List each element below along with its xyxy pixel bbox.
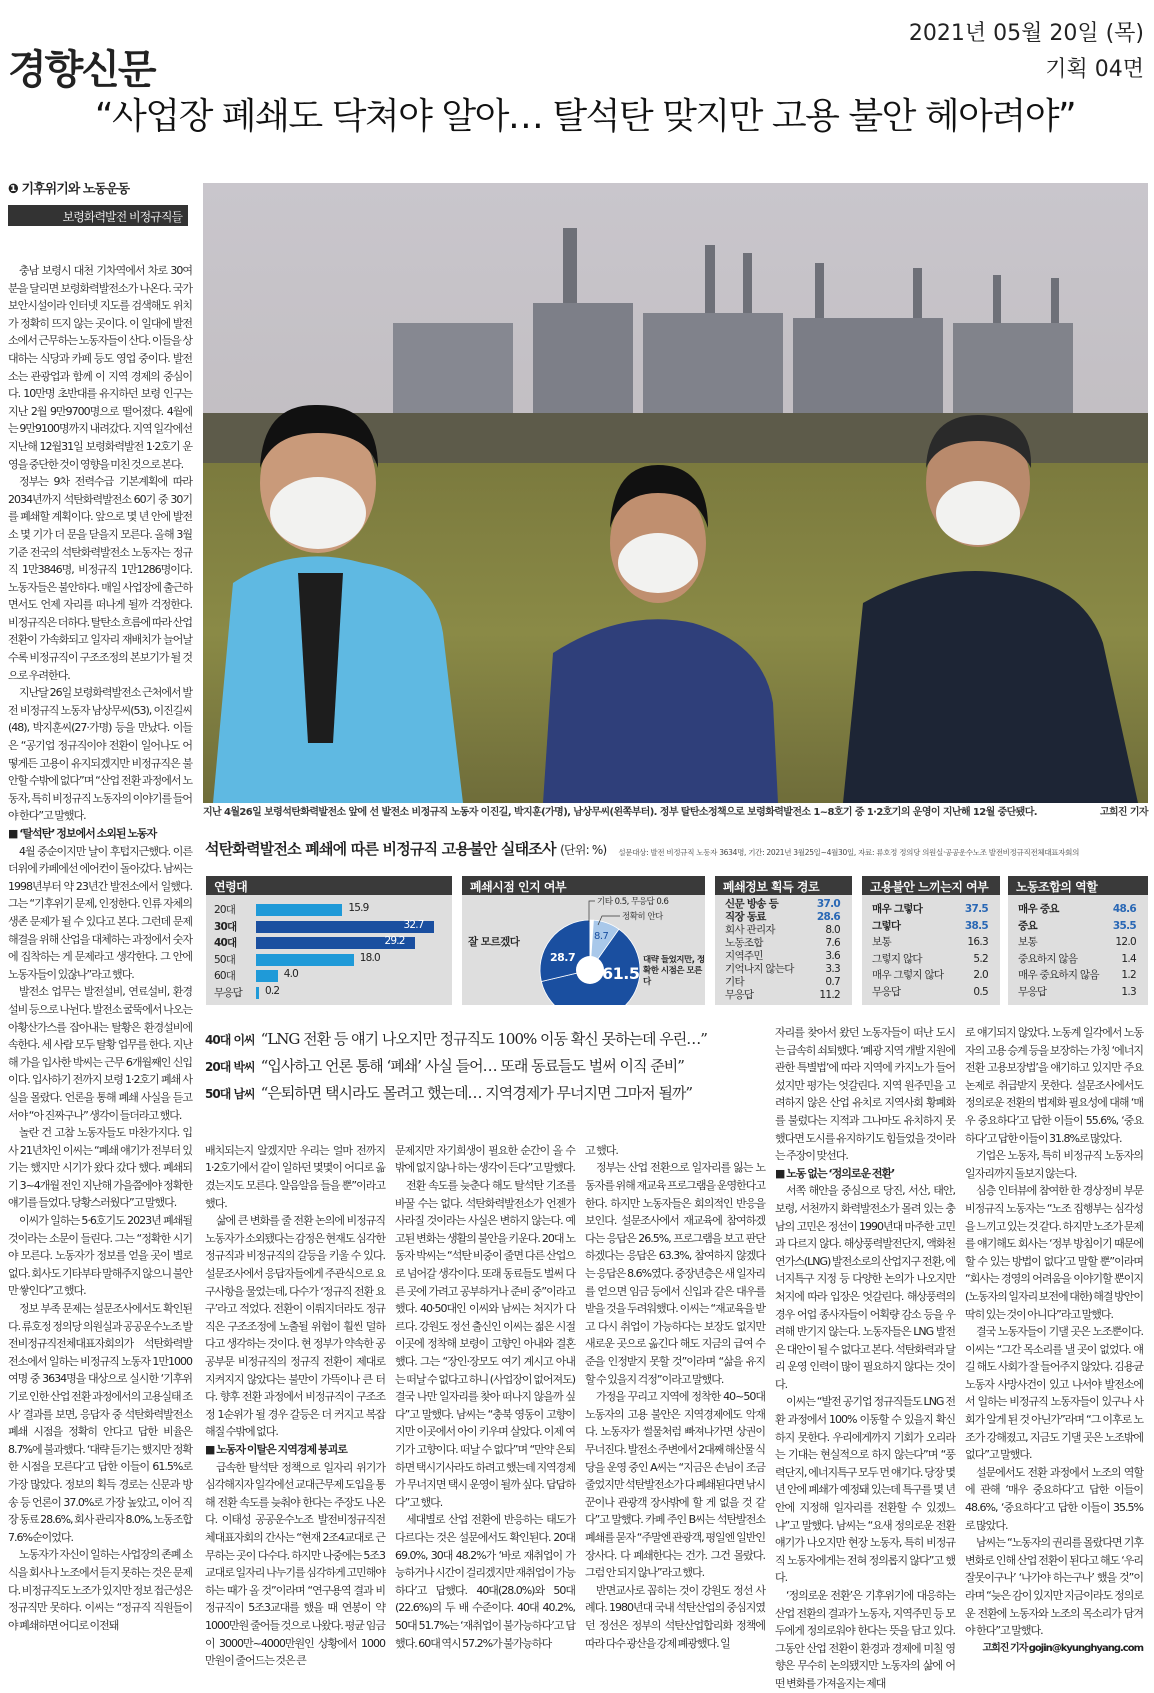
table-row <box>725 989 844 1002</box>
row-value: 2.0 <box>973 969 988 981</box>
paragraph: 이씨는 “발전 공기업 정규직들도 LNG 전환 과정에서 100% 이동할 수 있을지 확신하지 못한다. 우리에게까지 기회가 오리라는 기대는 현실적으로 하지 않는다”며 “풍력단지, 에너지특구 모두 먼 얘기다. 당장 몇 년 안에 폐쇄가 예정돼 있는데 특구를 몇 년 안에 지정해 일자리를 전환할 수 있겠느냐”고 말했다. 남씨는 “요새 정의로운 전환 얘기가 나오지만 현장 노동자, 특히 비정규직 노동자에게는 전혀 정의롭지 않다”고 했다. <box>775 1395 955 1585</box>
paragraph: 반면교사로 꼽히는 것이 강원도 정선 사례다. 1980년대 국내 석탄산업의 중심지였던 정선은 정부의 석탄산업합리화 정책에 따라 다수 광산을 강제 폐광했다. 일 <box>585 1583 765 1650</box>
caption-text: 지난 4월26일 보령석탄화력발전소 앞에 선 발전소 비정규직 노동자 이진길, 박지훈(가명), 남상무씨(왼쪽부터). 정부 탈탄소정책으로 보령화력발전소 1~8호기 중 1·2호기의 운영이 지난해 12월 중단됐다. <box>203 807 1038 818</box>
paragraph: 자리를 찾아서 왔던 노동자들이 떠난 도시는 급속히 쇠퇴했다. ‘폐광 지역 개발 지원에 관한 특별법’에 따라 지역에 카지노가 들어섰지만 평가는 엇갈린다. 지역 원주민을 고려하지 않은 산업 유치로 지역사회 황폐화를 불렀다는 지적과 그나마도 유치하지 못했다면 도시를 유지하기도 힘들었을 것이라는 주장이 맞선다. <box>775 1026 955 1163</box>
bar-value-label: 15.9 <box>348 902 369 914</box>
row-value: 38.5 <box>964 919 988 932</box>
article-column-5 <box>775 1024 955 1693</box>
table-row <box>1018 934 1140 951</box>
bar-value-label: 0.2 <box>265 984 280 997</box>
row-label: 보통 <box>872 936 891 948</box>
row-label: 그렇지 않다 <box>872 952 922 965</box>
info-route-table <box>725 898 844 1002</box>
union-role-table <box>1018 901 1140 1000</box>
paragraph: 정부는 9차 전력수급 기본계획에 따라 2034년까지 석탄화력발전소 60기 중 30기를 폐쇄할 계획이다. 앞으로 몇 년 안에 발전소 몇 기가 더 문을 닫을지 모른다. 올해 3월 기준 전국의 석탄화력발전소 노동자는 정규직 1만3846명, 비정규직 1만1286명이다. 노동자들은 불안하다. 매일 사업장에 출근하면서도 언제 자리를 떠나게 될까 걱정한다. 비정규직은 더하다. 탈탄소 흐름에 따라 산업 전환이 가속화되고 일자리 재배치가 늘어날수록 비정규직이 구조조정의 본보기가 될 것으로 우려한다. <box>8 475 192 682</box>
pull-quote <box>205 1084 765 1111</box>
row-value: 3.6 <box>825 950 840 962</box>
pull-quote <box>205 1057 765 1084</box>
panel-header: 폐쇄정보 획득 경로 <box>715 876 852 895</box>
row-label: 지역주민 <box>725 950 763 962</box>
bar-value-label: 32.7 <box>403 918 424 931</box>
article-column-3 <box>395 1142 575 1652</box>
row-value: 37.5 <box>964 903 988 915</box>
info-route-panel <box>715 876 852 1005</box>
article-column-4 <box>585 1142 765 1652</box>
table-row <box>872 984 992 1001</box>
row-value: 3.3 <box>825 963 840 975</box>
table-row <box>725 924 844 937</box>
row-label: 노동조합 <box>725 937 763 949</box>
lower-article-area <box>205 1024 1148 1693</box>
bar-category-label: 60대 <box>214 970 236 982</box>
row-value: 48.6 <box>1112 903 1136 915</box>
panel-header: 폐쇄시점 인지 여부 <box>462 876 705 895</box>
row-label: 무응답 <box>725 989 754 1001</box>
panel-header: 고용불안 느끼는지 여부 <box>862 876 1000 895</box>
job-anxiety-table <box>872 901 992 1000</box>
paragraph: 배치되는지 알겠지만 우리는 얼마 전까지 1·2호기에서 같이 일하던 몇몇이 어디로 옮겼는지도 모른다. 알음알음 들을 뿐”이라고 했다. <box>205 1143 385 1210</box>
infographic-title-text: 석탄화력발전소 폐쇄에 따른 비정규직 고용불안 실태조사 <box>205 840 556 858</box>
series-label: ❶ 기후위기와 노동운동 <box>8 182 130 197</box>
paragraph: 정보 부족 문제는 설문조사에서도 확인된다. 류호정 정의당 의원실과 공공운수노조 발전비정규직전체대표자회의가 석탄화력발전소에서 일하는 비정규직 노동자 1만1000여명 중 3634명을 대상으로 실시한 ‘기후위기로 인한 산업 전환 과정에서의 고용실태 조사’ 결과를 보면, 응답자 중 석탄화력발전소 폐쇄 시점을 정확히 안다고 답한 비율은 8.7%에 불과했다. ‘대략 듣기는 했지만 정확한 시점을 모른다’고 답한 이들이 61.5%로 가장 많았다. 정보의 획득 경로는 신문과 방송 등 언론이 37.0%로 가장 높았고, 이어 직장 동료 28.6%, 회사 관리자 8.0%, 노동조합 7.6%순이었다. <box>8 1302 192 1544</box>
table-row <box>1018 918 1140 935</box>
table-row <box>1018 951 1140 968</box>
table-row <box>725 937 844 950</box>
paragraph: 기업은 노동자, 특히 비정규직 노동자의 일자리까지 돌보지 않는다. <box>965 1149 1143 1180</box>
row-label: 매우 그렇다 <box>872 903 923 915</box>
row-label: 매우 그렇지 않다 <box>872 969 944 981</box>
bar-category-label: 무응답 <box>214 986 243 999</box>
paragraph: 정부는 산업 전환으로 일자리를 잃는 노동자를 위해 재교육 프로그램을 운영한다고 한다. 하지만 노동자들은 회의적인 반응을 보인다. 설문조사에서 재교육에 참여하겠다는 응답은 26.5%, 프로그램을 보고 판단하겠다는 응답은 63.3%, 참여하지 않겠다는 응답은 8.6%였다. 중장년층은 새 일자리를 얻으면 임금 등에서 신입과 같은 대우를 받을 것을 두려워했다. 이씨는 “재교육을 받고 다시 취업이 가능하다는 보장도 없지만 새로운 곳으로 옮긴다 해도 지금의 급여 수준을 인정받지 못할 것”이라며 “삶을 유지할 수 있을지 걱정”이라고 말했다. <box>585 1161 765 1386</box>
paragraph: 전환 속도를 늦춘다 해도 탈석탄 기조를 바꿀 수는 없다. 석탄화력발전소가 언젠가 사라질 것이라는 사실은 변하지 않는다. 예고된 변화는 생활의 불안을 키운다. 20대 노동자 박씨는 “석탄 비중이 줄면 다른 산업으로 넘어갈 생각이다. 또래 동료들도 벌써 다른 곳에 가려고 공부하거나 준비 중”이라고 했다. 40·50대인 이씨와 남씨는 처지가 다르다. 강원도 정선 출신인 이씨는 젊은 시절 이곳에 정착해 보령이 고향인 아내와 결혼했다. 그는 “장인·장모도 여기 계시고 아내는 떠날 수 없다고 하니 (사업장이 없어져도) 결국 나만 일자리를 찾아 떠나지 않을까 싶다”고 말했다. 남씨는 “충북 영동이 고향이지만 이곳에서 아이 키우며 살았다. 이제 여기가 고향이다. 떠날 수 없다”며 “만약 은퇴하면 택시기사라도 하려고 했는데 지역경제가 무너지면 택시 운영이 될까 싶다. 답답하다”고 했다. <box>395 1179 575 1509</box>
donut-legend-label: 정확히 안다 <box>622 912 663 922</box>
quote-speaker: 40대 이씨 <box>205 1033 255 1047</box>
row-value: 12.0 <box>1115 936 1136 948</box>
table-row <box>725 911 844 924</box>
bar <box>256 987 259 999</box>
power-plant-workers-photo <box>203 183 1148 803</box>
row-label: 직장 동료 <box>725 911 766 923</box>
quote-text: “LNG 전환 등 얘기 나오지만 정규직도 100% 이동 확신 못하는데 우린…” <box>260 1030 707 1048</box>
row-value: 7.6 <box>825 937 840 949</box>
row-value: 0.5 <box>973 985 988 998</box>
subheading: ■ ‘탈석탄’ 정보에서 소외된 노동자 <box>8 827 157 840</box>
bar-row <box>214 919 450 933</box>
row-label: 보통 <box>1018 936 1037 948</box>
age-panel <box>206 876 452 1005</box>
bar-row <box>214 952 450 966</box>
paragraph: 로 얘기되지 않았다. 노동계 일각에서 노동자의 고용 승계 등을 보장하는 가칭 ‘에너지 전환 고용보장법’을 얘기하고 있지만 주요 논제로 취급받지 못한다. 설문조사에서도 정의로운 전환의 법제화 필요성에 대해 ‘매우 중요하다’고 답한 이들이 55.6%, ‘중요하다’고 답한 이들이 31.8%로 많았다. <box>965 1026 1143 1145</box>
pull-quotes <box>205 1024 765 1119</box>
bar-category-label: 40대 <box>214 937 237 949</box>
bar-row <box>214 935 450 949</box>
row-label: 무응답 <box>872 985 901 998</box>
donut-legend-label: 잘 모르겠다 <box>468 936 520 948</box>
article-column-6 <box>965 1024 1143 1657</box>
table-row <box>872 934 992 951</box>
row-label: 기타 <box>725 976 744 988</box>
table-row <box>872 901 992 918</box>
infographic-unit: (단위: %) <box>560 843 607 857</box>
bar-value-label: 4.0 <box>283 968 299 980</box>
infographic-header <box>205 838 1148 859</box>
table-row <box>1018 901 1140 918</box>
table-row <box>1018 967 1140 984</box>
bar-row <box>214 968 450 982</box>
quote-text: “입사하고 언론 통해 ‘폐쇄’ 사실 들어… 또래 동료들도 벌써 이직 준비” <box>260 1057 684 1075</box>
quote-speaker: 50대 남씨 <box>205 1087 255 1101</box>
row-value: 35.5 <box>1112 919 1136 932</box>
union-role-panel <box>1008 876 1148 1005</box>
panel-header: 연령대 <box>206 876 452 895</box>
row-value: 16.3 <box>967 936 988 948</box>
paragraph: 충남 보령시 대천 기차역에서 차로 30여분을 달리면 보령화력발전소가 나온다. 국가보안시설이라 인터넷 지도를 검색해도 위치가 정확히 뜨지 않는 곳이다. 이 일대에 발전소에서 근무하는 노동자들이 산다. 이들을 상대하는 식당과 카페 등도 영업 중이다. 발전소는 관광업과 함께 이 지역 경제의 중심이다. 10만명 초반대를 유지하던 보령 인구는 지난 2월 9만9700명으로 떨어졌다. 4월에는 9만9100명까지 내려갔다. 지역 일각에선 지난해 12월31일 보령화력발전 1·2호기 운영을 중단한 것이 영향을 미친 것으로 본다. <box>8 264 192 471</box>
paragraph: 발전소 업무는 발전설비, 연료설비, 환경설비 등으로 나뉜다. 발전소 굴뚝에서 나오는 아황산가스를 잡아내는 탈황은 환경설비에 속한다. 세 사람 모두 탈황 업무를 한다. 지난해 가을 입사한 박씨는 근무 6개월째인 신입이다. 입사하기 전까지 보령 1·2호기 폐쇄 사실을 몰랐다. 언론을 통해 폐쇄 사실을 듣고서야 “아 진짜구나” 생각이 들더라고 했다. <box>8 985 192 1122</box>
paragraph: 설문에서도 전환 과정에서 노조의 역할에 관해 ‘매우 중요하다’고 답한 이들이 48.6%, ‘중요하다’고 답한 이들이 35.5%로 많았다. <box>965 1465 1143 1532</box>
row-value: 1.2 <box>1121 969 1136 981</box>
paragraph: 이씨가 일하는 5·6호기도 2023년 폐쇄될 것이라는 소문이 들린다. 그는 “정확한 시기야 모른다. 노동자가 정보를 얻을 곳이 별로 없다. 회사도 기타부타 말해주지 않으니 불안만 쌓인다”고 했다. <box>8 1214 192 1298</box>
row-label: 매우 중요하지 않음 <box>1018 969 1099 981</box>
infographic-title <box>205 838 606 859</box>
table-row <box>725 898 844 911</box>
closure-awareness-donut <box>462 895 705 1005</box>
paragraph: 심층 인터뷰에 참여한 한 경상정비 부문 비정규직 노동자는 “노조 집행부는 심각성을 느끼고 있는 것 같다. 하지만 노조가 문제를 얘기해도 회사는 ‘정부 방침이기 때문에 할 수 있는 방법이 없다’고 말할 뿐”이라며 “회사는 경영의 어려움을 이야기할 뿐이지 (노동자의 일자리 보전에 대한) 해결 방안이 딱히 있는 것이 아니다”라고 말했다. <box>965 1184 1143 1321</box>
paragraph: 4월 중순이지만 날이 후텁지근했다. 이른 더위에 카페에선 에어컨이 돌아갔다. 남씨는 1998년부터 약 23년간 발전소에서 일했다. 그는 “기후위기 문제, 인정한다. 인류 자체의 생존 문제가 될 수 있다고 본다. 그런데 문제 해결을 위해 산업을 대체하는 과정에서 숫자에 집착하는 게 문제라고 생각한다. 그 안에 노동자들이 있잖나”라고 했다. <box>8 844 192 981</box>
row-label: 중요 <box>1018 919 1037 932</box>
donut-hole <box>576 956 604 984</box>
paragraph: 급속한 탈석탄 정책으로 일자리 위기가 심각해지자 일각에선 교대근무제 도입을 통해 전환 속도를 늦춰야 한다는 주장도 나온다. 이태성 공공운수노조 발전비정규직전체대표자회의 간사는 “현재 2조4교대로 근무하는 곳이 다수다. 하지만 나중에는 5조3교대로 일자리 나누기를 심각하게 고민해야 하는 때가 올 것”이라며 “연구용역 결과 비정규직이 5조3교대를 했을 때 연봉이 약 1000만원 줄어들 것으로 나왔다. 평균 임금이 3000만~4000만원인 상황에서 1000만원이 줄어드는 것은 큰 <box>205 1460 385 1668</box>
donut-legend-label: 대략 들었지만, 정확한 시점은 모른다 <box>643 955 705 987</box>
row-label: 그렇다 <box>872 919 901 932</box>
page-section: 기획 04면 <box>1045 57 1144 82</box>
panel-header: 노동조합의 역할 <box>1008 876 1148 895</box>
table-row <box>872 951 992 968</box>
paragraph: 남씨는 “노동자의 권리를 몰랐다면 기후변화로 인해 산업 전환이 된다고 해도 ‘우리 잘못이구나’ ‘나가야 하는구나’ 했을 것”이라며 “늦은 감이 있지만 지금이라도 정의로운 전환에 노동자와 노조의 목소리가 담겨야 한다”고 말했다. <box>965 1536 1143 1638</box>
bar <box>256 904 342 916</box>
paragraph: 결국 노동자들이 기댈 곳은 노조뿐이다. 이씨는 “그간 목소리를 낼 곳이 없었다. 얘길 해도 사회가 잘 들어주지 않았다. 김용균 노동자 사망사건이 있고 나서야 발전소에서 일하는 비정규직 노동자들이 있구나 사회가 알게 된 것 아닌가”라며 “그 이후로 노조가 강해졌고, 지금도 기댈 곳은 노조밖에 없다”고 말했다. <box>965 1325 1143 1462</box>
bar-row <box>214 985 450 999</box>
bar-category-label: 30대 <box>214 920 237 933</box>
row-value: 37.0 <box>816 898 840 910</box>
bar-category-label: 20대 <box>214 904 236 916</box>
row-label: 회사 관리자 <box>725 924 775 936</box>
row-value: 5.2 <box>973 952 988 965</box>
row-value: 0.7 <box>825 976 840 988</box>
row-label: 중요하지 않음 <box>1018 952 1078 965</box>
paragraph: 삶에 큰 변화를 줄 전환 논의에 비정규직 노동자가 소외됐다는 감정은 현재도 심각한 정규직과 비정규직의 갈등을 키울 수 있다. 설문조사에서 응답자들에게 주관식으로 요구사항을 물었는데, 다수가 ‘정규직 전환 요구’라고 적었다. 전환이 이뤄지더라도 정규직은 구조조정에 노출될 위험이 훨씬 덜하다고 생각하는 것이다. 현 정부가 약속한 공공부문 비정규직의 정규직 전환이 제대로 지켜지지 않았다는 불만이 가뜩이나 큰 터다. 향후 전환 과정에서 비정규직이 구조조정 1순위가 될 경우 갈등은 더 커지고 복잡해질 수밖에 없다. <box>205 1214 385 1439</box>
bar-category-label: 50대 <box>214 953 236 966</box>
bar <box>256 954 354 966</box>
kicker-label: 보령화력발전 비정규직들 <box>8 205 188 226</box>
table-row <box>725 950 844 963</box>
subheading: ■ 노동자 이탈은 지역경제 붕괴로 <box>205 1442 347 1456</box>
paragraph: 고 했다. <box>585 1143 618 1157</box>
row-label: 매우 중요 <box>1018 903 1059 915</box>
bar-row <box>214 902 450 916</box>
row-value: 28.6 <box>816 911 840 923</box>
article-photo <box>203 183 1148 803</box>
paragraph: 문제지만 자기희생이 필요한 순간이 올 수밖에 없지 않나 하는 생각이 든다”고 말했다. <box>395 1143 575 1175</box>
quote-speaker: 20대 박씨 <box>205 1060 255 1074</box>
article-column-1 <box>8 262 192 1634</box>
photo-caption <box>203 807 1148 819</box>
row-value: 1.3 <box>1121 985 1136 998</box>
headline: “사업장 폐쇄도 닥쳐야 알아… 탈석탄 맞지만 고용 불안 헤아려야” <box>94 96 1076 137</box>
donut-value-label: 8.7 <box>594 931 609 942</box>
paragraph: 서쪽 해안을 중심으로 당진, 서산, 태안, 보령, 서천까지 화력발전소가 몰려 있는 충남의 고민은 정선이 1990년대 마주한 고민과 다르지 않다. 해상풍력발전단지, 액화천연가스(LNG) 발전소로의 산업지구 전환, 에너지특구 지정 등 다양한 논의가 나오지만 처지에 따라 입장은 엇갈린다. 해상풍력의 경우 어업 종사자들이 어획량 감소 등을 우려해 반기지 않는다. 노동자들은 LNG 발전은 대안이 될 수 없다고 본다. 석탄화력과 달리 운영 인력이 많이 필요하지 않다는 것이다. <box>775 1184 955 1391</box>
paragraph: 놀란 건 고참 노동자들도 마찬가지다. 입사 21년차인 이씨는 “폐쇄 얘기가 전부터 있기는 했지만 시기가 왔다 갔다 했다. 폐쇄되기 3~4개월 전인 지난해 가을쯤에야 정확한 얘기를 들었다. 당황스러웠다”고 말했다. <box>8 1126 192 1210</box>
infographic-source: 설문대상: 발전 비정규직 노동자 3634명, 기간: 2021년 3월25일~4월30일, 자료: 류호정 정의당 의원실·공공운수노조 발전비정규직전체대표자회의 <box>618 847 1080 857</box>
table-row <box>725 963 844 976</box>
row-label: 기억나지 않는다 <box>725 963 794 975</box>
subheading: ■ 노동 없는 ‘정의로운 전환’ <box>775 1166 895 1180</box>
closure-awareness-panel <box>462 876 705 1005</box>
paragraph: ‘정의로운 전환’은 기후위기에 대응하는 산업 전환의 결과가 노동자, 지역주민 등 모두에게 정의로워야 한다는 뜻을 담고 있다. 그동안 산업 전환이 환경과 경제에 미칠 영향은 무수히 논의됐지만 노동자의 삶에 어떤 변화를 가져올지는 제대 <box>775 1589 955 1690</box>
paragraph: 노동자가 자신이 일하는 사업장의 존폐 소식을 회사나 노조에서 듣지 못하는 것은 문제다. 비정규직도 노조가 있지만 정보 접근성은 정규직만 못하다. 이씨는 “정규직 직원들이야 폐쇄하면 어디로 이전돼 <box>8 1548 192 1632</box>
paragraph: 지난달 26일 보령화력발전소 근처에서 발전 비정규직 노동자 남상무씨(53), 이진길씨(48), 박지훈씨(27·가명) 등을 만났다. 이들은 “공기업 정규직이야 전환이 일어나도 어떻게든 고용이 유지되겠지만 비정규직은 불안할 수밖에 없다”며 “산업 전환 과정에서 노동자, 특히 비정규직 노동자의 이야기를 들어야 한다”고 말했다. <box>8 686 192 823</box>
row-value: 1.4 <box>1121 952 1136 965</box>
row-value: 8.0 <box>825 924 840 936</box>
row-value: 11.2 <box>819 989 840 1001</box>
photo-credit: 고희진 기자 <box>1099 807 1148 818</box>
issue-date: 2021년 05월 20일 (목) <box>908 21 1144 46</box>
row-label: 신문 방송 등 <box>725 898 779 910</box>
byline: 고희진 기자 gojin@kyunghyang.com <box>982 1642 1143 1654</box>
article-column-2 <box>205 1142 385 1670</box>
paragraph: 가정을 꾸리고 지역에 정착한 40~50대 노동자의 고용 불안은 지역경제에도 악재다. 노동자가 썰물처럼 빠져나가면 상권이 무너진다. 발전소 주변에서 2대째 해산물 식당을 운영 중인 A씨는 “지금은 손님이 조금 줄었지만 석탄발전소가 다 폐쇄된다면 낚시꾼이나 관광객 장사밖에 할 게 없을 것 같다”고 말했다. 카페 주인 B씨는 석탄발전소 폐쇄를 묻자 “주말엔 관광객, 평일엔 일반인 장사다. 다 폐쇄한다는 건가. 그건 몰랐다. 그럼 안 되지 않나”라고 했다. <box>585 1390 765 1580</box>
bar-value-label: 18.0 <box>359 951 380 964</box>
donut-value-label: 28.7 <box>550 951 576 964</box>
bar <box>256 970 278 982</box>
table-row <box>1018 984 1140 1001</box>
donut-legend-label: 기타 0.5, 무응답 0.6 <box>597 897 669 907</box>
paragraph: 세대별로 산업 전환에 반응하는 태도가 다르다는 것은 설문에서도 확인된다. 20대 69.0%, 30대 48.2%가 ‘바로 재취업이 가능하거나 시간이 걸리겠지만 재취업이 가능하다’고 답했다. 40대(28.0%)와 50대(22.6%)의 두 배 수준이다. 40대 40.2%, 50대 51.7%는 ‘재취업이 불가능하다’고 답했다. 60대 역시 57.2%가 불가능하다 <box>395 1513 575 1650</box>
pull-quote <box>205 1030 765 1057</box>
donut-value-label: 61.5 <box>602 964 640 983</box>
table-row <box>872 967 992 984</box>
leader-line <box>589 901 595 922</box>
table-row <box>725 976 844 989</box>
quote-text: “은퇴하면 택시라도 몰려고 했는데… 지역경제가 무너지면 그마저 될까” <box>260 1084 693 1102</box>
bar-value-label: 29.2 <box>384 935 405 947</box>
newspaper-logo: 경향신문 <box>8 47 155 93</box>
row-label: 무응답 <box>1018 985 1047 998</box>
table-row <box>872 918 992 935</box>
job-anxiety-panel <box>862 876 1000 1005</box>
